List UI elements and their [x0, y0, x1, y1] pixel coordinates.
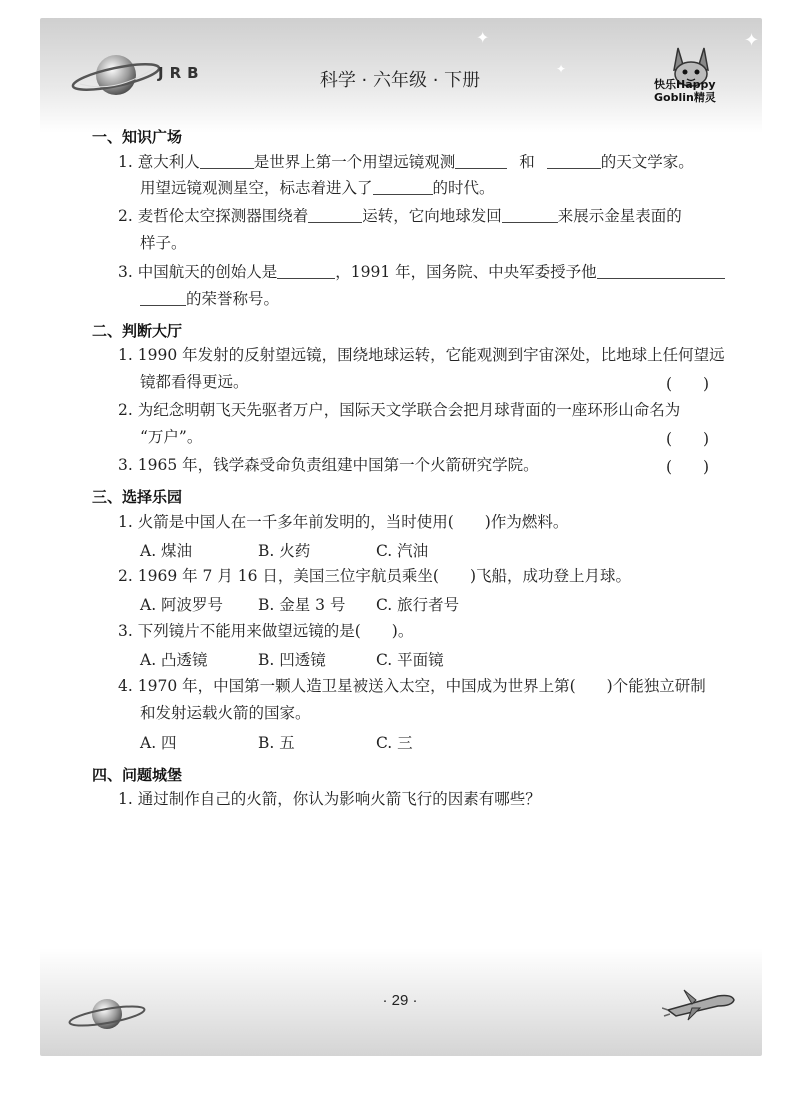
- section-title: 三、选择乐园: [92, 488, 183, 506]
- star-icon: ✦: [744, 30, 760, 51]
- option-c[interactable]: C. 三: [376, 734, 413, 752]
- option-b[interactable]: B. 凹透镜: [258, 651, 326, 669]
- question-line: 1. 意大利人 是世界上第一个用望远镜观测 和 的天文学家。: [118, 153, 694, 171]
- section-title: 二、判断大厅: [92, 322, 183, 340]
- question-line: 2. 麦哲伦太空探测器围绕着 运转，它向地球发回 来展示金星表面的: [118, 207, 682, 225]
- option-b[interactable]: B. 火药: [258, 542, 311, 560]
- section-title: 四、问题城堡: [92, 766, 183, 784]
- answer-blank[interactable]: [547, 152, 601, 169]
- question-line: 2. 1969 年 7 月 16 日，美国三位宇航员乘坐( )飞船，成功登上月球。: [118, 567, 631, 585]
- answer-blank[interactable]: [373, 178, 433, 195]
- option-a[interactable]: A. 煤油: [140, 542, 193, 560]
- answer-blank[interactable]: [597, 262, 725, 279]
- question-line: 3. 1965 年，钱学森受命负责组建中国第一个火箭研究学院。: [118, 456, 539, 474]
- question-line: 的荣誉称号。: [140, 289, 279, 309]
- question-line: 3. 下列镜片不能用来做望远镜的是( )。: [118, 622, 414, 640]
- answer-blank[interactable]: [277, 262, 335, 279]
- answer-parentheses[interactable]: ( ): [666, 430, 710, 448]
- answer-blank[interactable]: [200, 152, 254, 169]
- planet-icon: [66, 992, 148, 1036]
- answer-parentheses[interactable]: ( ): [666, 458, 710, 476]
- answer-blank[interactable]: [308, 206, 362, 223]
- answer-blank[interactable]: [455, 152, 507, 169]
- page-header-title: 科学 · 六年级 · 下册: [319, 70, 481, 91]
- option-a[interactable]: A. 凸透镜: [140, 651, 208, 669]
- question-line: 1. 通过制作自己的火箭，你认为影响火箭飞行的因素有哪些？: [118, 790, 541, 808]
- option-c[interactable]: C. 汽油: [376, 542, 429, 560]
- space-shuttle-icon: [662, 984, 738, 1024]
- answer-blank[interactable]: [502, 206, 558, 223]
- question-line: 1. 火箭是中国人在一千多年前发明的，当时使用( )作为燃料。: [118, 513, 569, 531]
- question-line: 1. 1990 年发射的反射望远镜，围绕地球运转，它能观测到宇宙深处，比地球上任何望远: [118, 346, 725, 364]
- question-line: “万户”。: [140, 428, 203, 446]
- question-line: 镜都看得更远。: [140, 373, 249, 391]
- question-line: 样子。: [140, 234, 187, 252]
- option-c[interactable]: C. 平面镜: [376, 651, 444, 669]
- section-title: 一、知识广场: [92, 128, 183, 146]
- question-line: 2. 为纪念明朝飞天先驱者万户，国际天文学联合会把月球背面的一座环形山命名为: [118, 401, 681, 419]
- option-c[interactable]: C. 旅行者号: [376, 596, 460, 614]
- star-icon: ✦: [556, 62, 567, 76]
- question-line: 和发射运载火箭的国家。: [140, 704, 311, 722]
- option-b[interactable]: B. 五: [258, 734, 295, 752]
- option-a[interactable]: A. 四: [140, 734, 177, 752]
- mascot-logo-text: 快乐Happy Goblin精灵: [654, 78, 716, 104]
- question-line: 用望远镜观测星空，标志着进入了 的时代。: [140, 179, 495, 197]
- question-line: 3. 中国航天的创始人是 ，1991 年，国务院、中央军委授予他: [118, 262, 725, 282]
- page-number: · 29 ·: [382, 992, 418, 1009]
- option-a[interactable]: A. 阿波罗号: [140, 596, 224, 614]
- answer-parentheses[interactable]: ( ): [666, 375, 710, 393]
- option-b[interactable]: B. 金星 3 号: [258, 596, 346, 614]
- question-line: 4. 1970 年，中国第一颗人造卫星被送入太空，中国成为世界上第( )个能独立研制: [118, 677, 706, 695]
- star-icon: ✦: [476, 28, 490, 47]
- answer-blank[interactable]: [140, 289, 186, 306]
- brand-label: JRB: [158, 64, 205, 82]
